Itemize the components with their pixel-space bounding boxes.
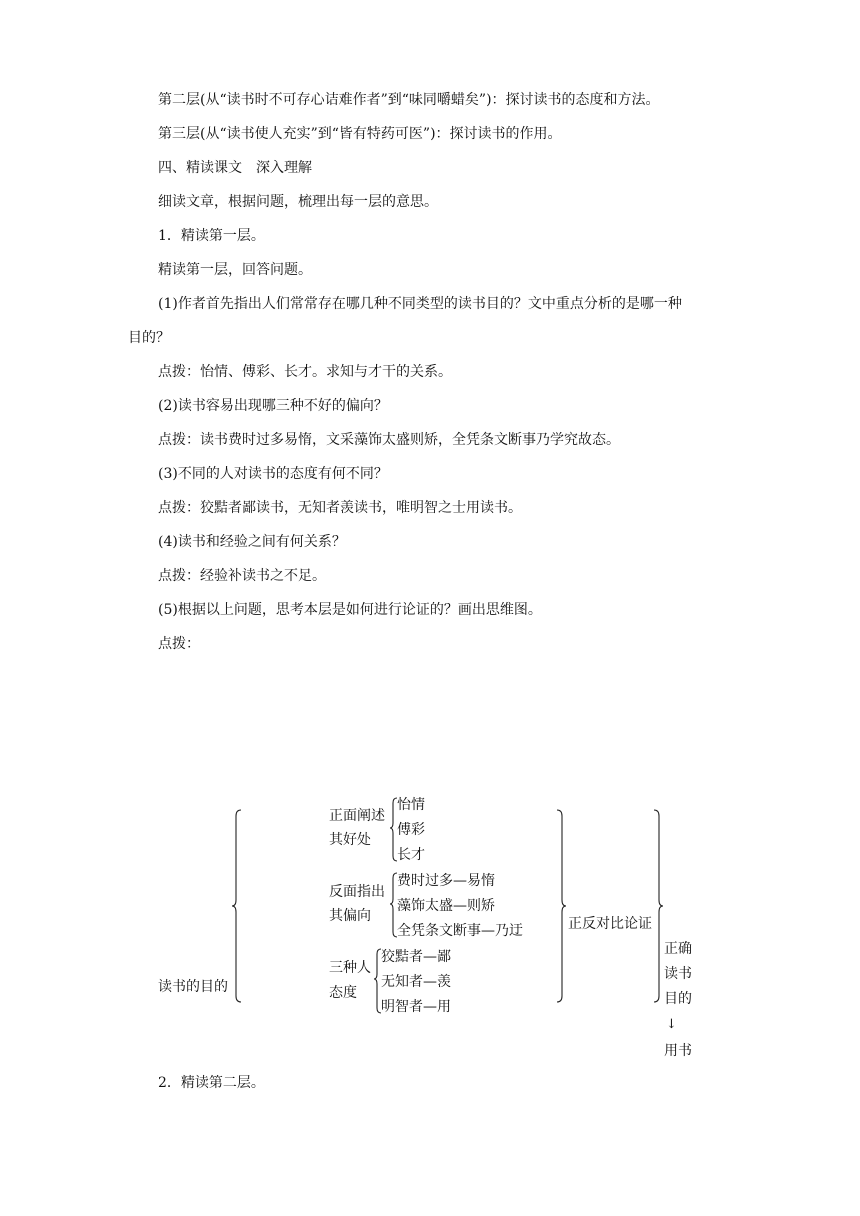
method-brace: [557, 810, 566, 1002]
question-1: (1)作者首先指出人们常常存在哪几种不同类型的读书目的？文中重点分析的是哪一种: [158, 296, 682, 312]
hint-5-label: 点拨：: [158, 636, 200, 652]
method-label: 正反对比论证: [568, 916, 652, 932]
group1-item: 怡情: [397, 797, 425, 813]
group3-item: 明智者—用: [381, 999, 451, 1015]
down-arrow-icon: ↓: [666, 1017, 677, 1032]
group2-item: 费时过多—易惰: [397, 873, 495, 889]
paragraph-layer-two: 第二层(从“读书时不可存心诘难作者”到“味同嚼蜡矣”)：探讨读书的态度和方法。: [158, 92, 660, 108]
paragraph-layer-three: 第三层(从“读书使人充实”到“皆有特药可医”)：探讨读书的作用。: [158, 126, 562, 142]
group3-title-line2: 态度: [329, 985, 357, 1001]
diagram-root-label: 读书的目的: [158, 979, 228, 995]
instruction-answer: 精读第一层，回答问题。: [158, 262, 312, 278]
group2-item: 藻饰太盛—则矫: [397, 898, 495, 914]
hint-3: 点拨：狡黠者鄙读书，无知者羡读书，唯明智之士用读书。: [158, 500, 522, 516]
group2-brace: [390, 873, 397, 937]
conclusion-line: 目的: [664, 991, 692, 1007]
group1-item: 长才: [397, 847, 425, 863]
group1-title-line1: 正面阐述: [329, 808, 385, 824]
group2-title-line2: 其偏向: [329, 908, 371, 924]
question-2: (2)读书容易出现哪三种不好的偏向？: [158, 398, 388, 414]
group3-brace: [374, 949, 381, 1013]
group2-title-line1: 反面指出: [329, 884, 385, 900]
conclusion-brace: [654, 810, 663, 1002]
conclusion-line: 正确: [664, 941, 692, 957]
conclusion-line: 读书: [664, 966, 692, 982]
group1-brace: [390, 798, 397, 861]
group1-title-line2: 其好处: [329, 832, 371, 848]
group3-title-line1: 三种人: [329, 960, 371, 976]
group3-item: 狡黠者—鄙: [381, 949, 451, 965]
hint-1: 点拨：怡情、傅彩、长才。求知与才干的关系。: [158, 364, 452, 380]
subheading-read-layer-one: 1．精读第一层。: [158, 228, 265, 244]
question-3: (3)不同的人对读书的态度有何不同？: [158, 466, 388, 482]
final-label: 用书: [664, 1043, 692, 1059]
root-brace: [232, 810, 241, 1002]
group1-item: 傅彩: [397, 822, 425, 838]
question-5: (5)根据以上问题，思考本层是如何进行论证的？画出思维图。: [158, 602, 542, 618]
question-4: (4)读书和经验之间有何关系？: [158, 534, 346, 550]
group3-item: 无知者—羡: [381, 974, 451, 990]
instruction-text: 细读文章，根据问题，梳理出每一层的意思。: [158, 194, 438, 210]
section-heading-four: 四、精读课文 深入理解: [158, 160, 312, 176]
hint-2: 点拨：读书费时过多易惰，文采藻饰太盛则矫，全凭条文断事乃学究故态。: [158, 432, 620, 448]
group2-item: 全凭条文断事—乃迂: [397, 923, 523, 939]
hint-4: 点拨：经验补读书之不足。: [158, 568, 326, 584]
question-1-continued: 目的？: [128, 330, 170, 346]
subheading-read-layer-two: 2．精读第二层。: [158, 1075, 265, 1091]
